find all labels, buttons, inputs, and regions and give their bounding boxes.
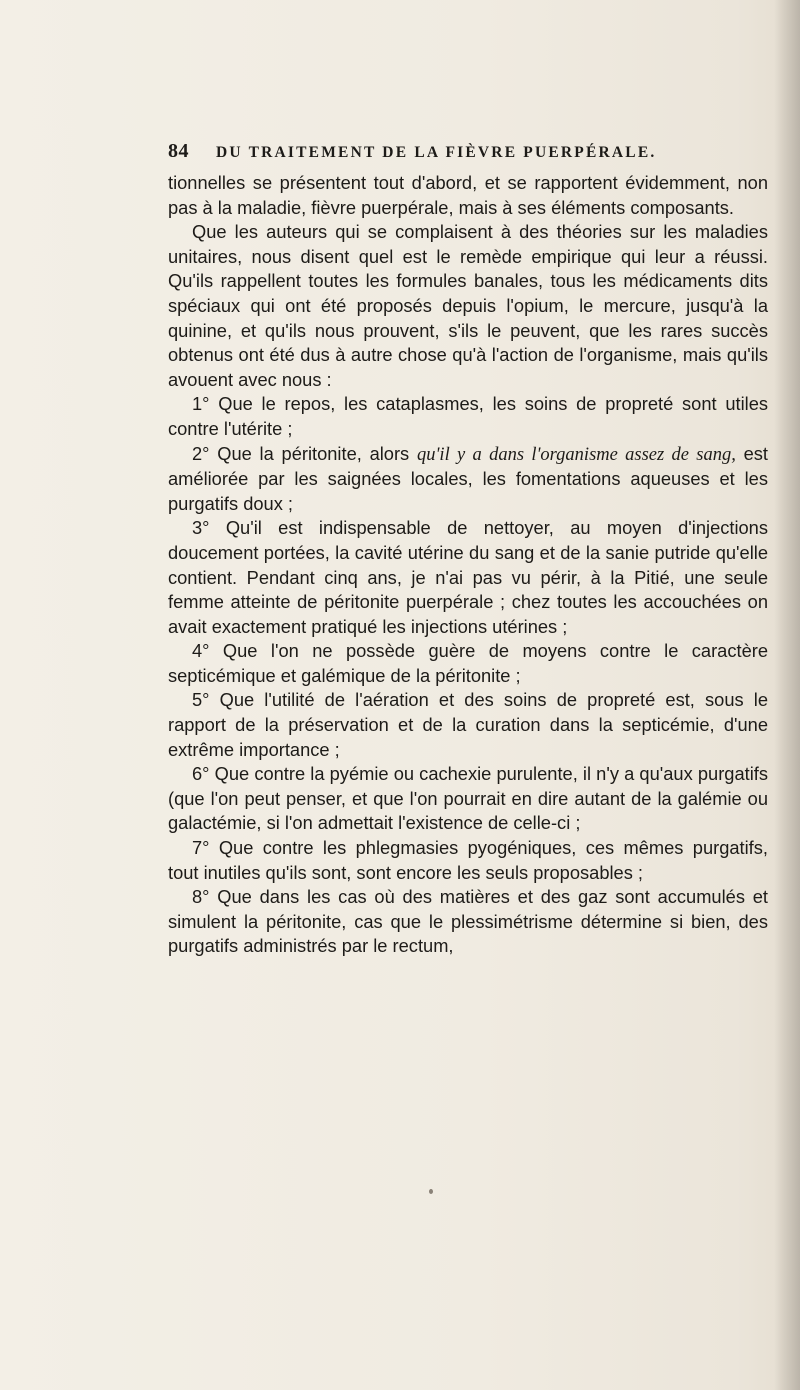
paragraph-intro: Que les auteurs qui se complaisent à des théories sur les maladies unitaires, nous disent quel est le remède empirique qui leur a réussi. Qu'ils rappellent toutes les formules banales, tous les médicaments dits spéciaux qui ont été proposés depuis l'opium, le mercure, jusqu'à la quinine, et qu'ils nous prouvent, s'ils le peuvent, que les rares succès obtenus ont été dus à autre chose qu'à l'action de l'organisme, mais qu'ils avouent avec nous : xyxy=(168,221,768,390)
list-item-3: 3° Qu'il est indispensable de nettoyer, au moyen d'injections doucement portées, la cavité utérine du sang et de la sanie putride qu'elle contient. Pendant cinq ans, je n'ai pas vu périr, à la Pitié, une seule femme atteinte de péritonite puerpérale ; chez toutes les accouchées on avait exactement pratiqué les injections utérines ; xyxy=(168,517,768,637)
list-item-2-italic: qu'il y a dans l'organisme assez de sang, xyxy=(416,444,736,465)
list-item-5: 5° Que l'utilité de l'aération et des soins de propreté est, sous le rapport de la préservation et de la curation dans la septicémie, d'une extrême importance ; xyxy=(168,689,768,760)
list-item-4: 4° Que l'on ne possède guère de moyens contre le caractère septicémique et galémique de la péritonite ; xyxy=(168,640,768,686)
list-item-2 xyxy=(168,442,768,517)
list-item-2-end: est améliorée par les saignées locales, les fomentations aqueuses et les purgatifs doux ; xyxy=(168,442,769,514)
list-item-2-start: 2° Que la péritonite, alors xyxy=(192,442,417,464)
list-item-8: 8° Que dans les cas où des matières et des gaz sont accumulés et simulent la péritonite, cas que le plessimétrisme détermine si bien, des purgatifs administrés par le rectum, xyxy=(168,886,768,957)
paragraph-continuation: tionnelles se présentent tout d'abord, et se rapportent évidemment, non pas à la maladie, fièvre puerpérale, mais à ses éléments composants. xyxy=(168,172,768,218)
list-item-7: 7° Que contre les phlegmasies pyogéniques, ces mêmes purgatifs, tout inutiles qu'ils sont, sont encore les seuls proposables ; xyxy=(168,837,768,883)
list-item-1: 1° Que le repos, les cataplasmes, les soins de propreté sont utiles contre l'utérite ; xyxy=(168,393,768,439)
page-number: 84 xyxy=(168,140,189,162)
running-title: DU TRAITEMENT DE LA FIÈVRE PUERPÉRALE. xyxy=(216,144,657,161)
page-header xyxy=(168,140,768,170)
body-text xyxy=(168,171,768,959)
list-item-6: 6° Que contre la pyémie ou cachexie purulente, il n'y a qu'aux purgatifs (que l'on peut penser, et que l'on pourrait en dire autant de la galémie ou galactémie, si l'on admettait l'existence de celle-ci ; xyxy=(168,763,768,834)
ink-speck xyxy=(429,1189,433,1194)
spine-shadow xyxy=(774,0,800,1390)
